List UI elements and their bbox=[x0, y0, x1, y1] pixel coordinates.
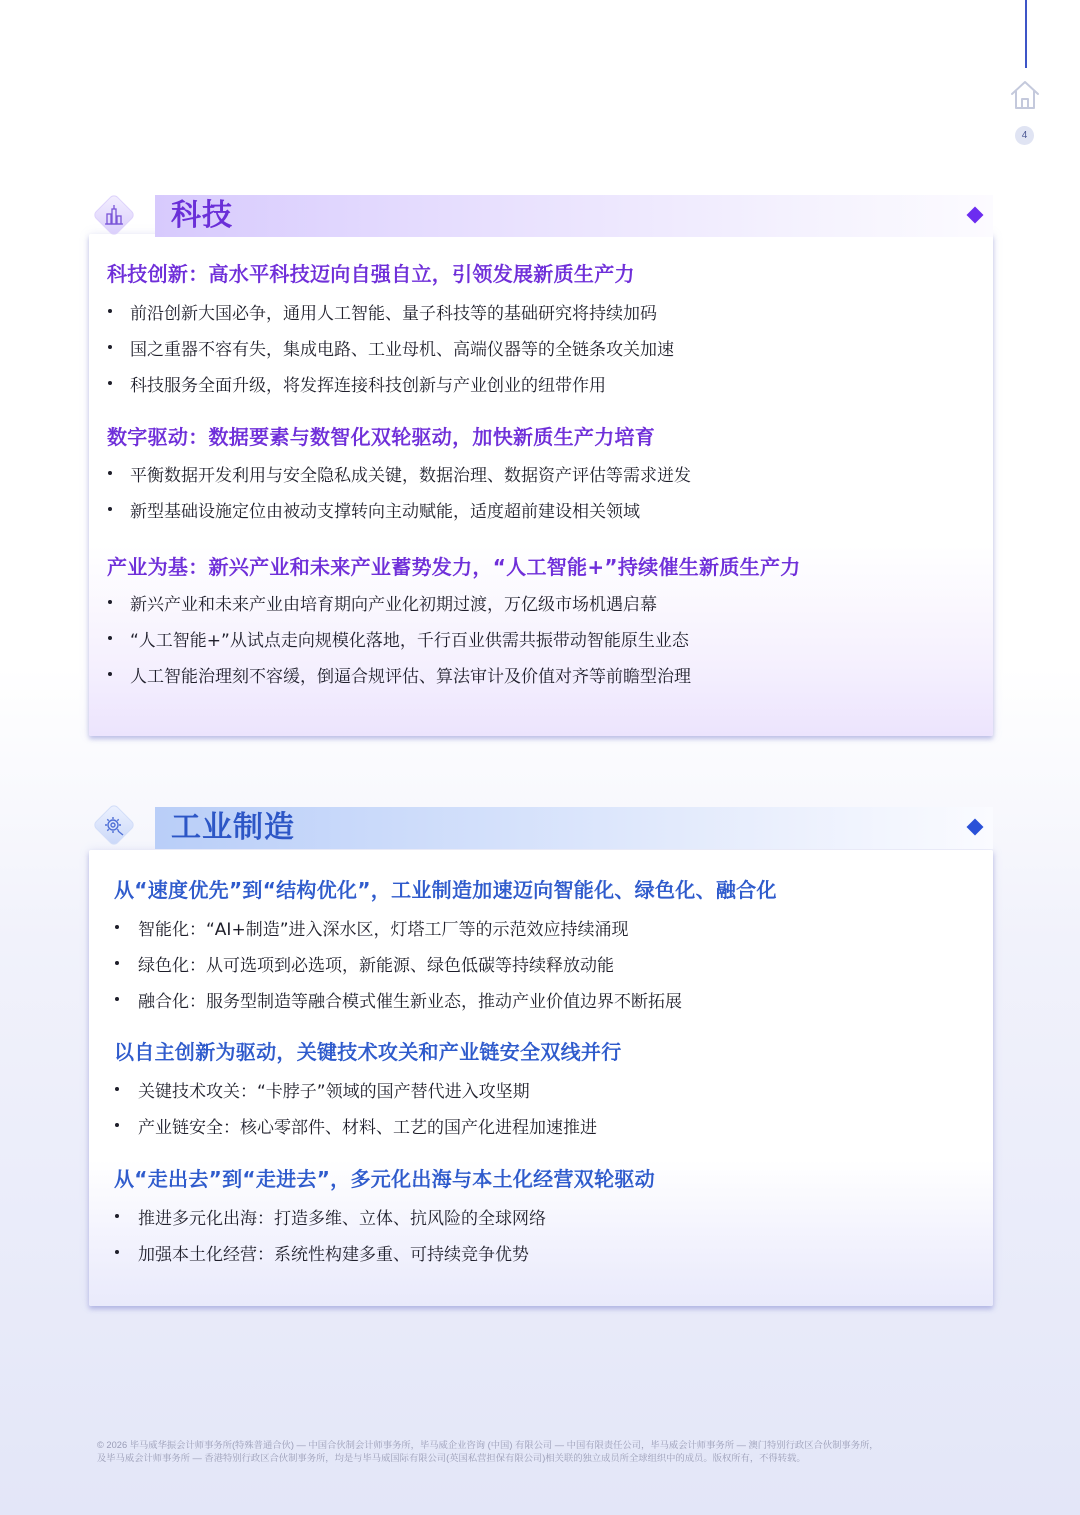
list-item: 新型基础设施定位由被动支撑转向主动赋能，适度超前建设相关领域 bbox=[130, 502, 640, 522]
bullet-dot bbox=[108, 309, 112, 313]
manufacturing-section-banner bbox=[155, 807, 993, 849]
list-item: 智能化：“AI+制造”进入深水区，灯塔工厂等的示范效应持续涌现 bbox=[138, 920, 629, 940]
tech-heading-industry: 产业为基：新兴产业和未来产业蓄势发力，“人工智能+”持续催生新质生产力 bbox=[107, 555, 801, 579]
bullet-dot bbox=[108, 507, 112, 511]
list-item: 人工智能治理刻不容缓，倒逼合规评估、算法审计及价值对齐等前瞻型治理 bbox=[130, 667, 691, 687]
copyright-line-1: © 2026 毕马威华振会计师事务所(特殊普通合伙) — 中国合伙制会计师事务所，毕马威企业咨询 (中国) 有限公司 — 中国有限责任公司，毕马威会计师事务所 — 澳门特别行政区合伙制事务所， bbox=[97, 1440, 879, 1450]
list-item: 国之重器不容有失，集成电路、工业母机、高端仪器等的全链条攻关加速 bbox=[130, 340, 674, 360]
tech-city-icon bbox=[89, 190, 139, 240]
bullet-dot bbox=[115, 925, 119, 929]
gear-settings-icon bbox=[89, 800, 139, 850]
mfg-heading-structure: 从“速度优先”到“结构优化”，工业制造加速迈向智能化、绿色化、融合化 bbox=[114, 878, 777, 902]
list-item: 前沿创新大国必争，通用人工智能、量子科技等的基础研究将持续加码 bbox=[130, 304, 657, 324]
bullet-dot bbox=[115, 997, 119, 1001]
list-item: 新兴产业和未来产业由培育期向产业化初期过渡，万亿级市场机遇启幕 bbox=[130, 595, 657, 615]
copyright-footer bbox=[97, 1439, 987, 1465]
list-item: 绿色化：从可选项到必选项，新能源、绿色低碳等持续释放动能 bbox=[138, 956, 614, 976]
copyright-line-2: 及毕马威会计师事务所 — 香港特别行政区合伙制事务所，均是与毕马威国际有限公司(英国私营担保有限公司)相关联的独立成员所全球组织中的成员。版权所有，不得转载。 bbox=[97, 1453, 806, 1463]
diamond-marker-icon bbox=[967, 207, 984, 224]
list-item: “人工智能+”从试点走向规模化落地，千行百业供需共振带动智能原生业态 bbox=[130, 631, 689, 651]
list-item: 加强本土化经营：系统性构建多重、可持续竞争优势 bbox=[138, 1245, 529, 1265]
list-item: 融合化：服务型制造等融合模式催生新业态，推动产业价值边界不断拓展 bbox=[138, 992, 682, 1012]
tech-heading-innovation: 科技创新：高水平科技迈向自强自立，引领发展新质生产力 bbox=[107, 262, 635, 286]
bullet-dot bbox=[115, 1250, 119, 1254]
section-title: 工业制造 bbox=[171, 810, 295, 845]
bullet-dot bbox=[108, 345, 112, 349]
section-title: 科技 bbox=[171, 198, 233, 233]
mfg-heading-overseas: 从“走出去”到“走进去”，多元化出海与本土化经营双轮驱动 bbox=[114, 1167, 655, 1191]
list-item: 产业链安全：核心零部件、材料、工艺的国产化进程加速推进 bbox=[138, 1118, 597, 1138]
bullet-dot bbox=[108, 600, 112, 604]
bullet-dot bbox=[115, 1214, 119, 1218]
bullet-dot bbox=[108, 636, 112, 640]
bullet-dot bbox=[115, 961, 119, 965]
list-item: 关键技术攻关：“卡脖子”领域的国产替代进入攻坚期 bbox=[138, 1082, 530, 1102]
tech-heading-digital: 数字驱动：数据要素与数智化双轮驱动，加快新质生产力培育 bbox=[107, 425, 656, 449]
top-divider-line bbox=[1025, 0, 1027, 68]
list-item: 推进多元化出海：打造多维、立体、抗风险的全球网络 bbox=[138, 1209, 546, 1229]
mfg-heading-innovation: 以自主创新为驱动，关键技术攻关和产业链安全双线并行 bbox=[114, 1040, 622, 1064]
diamond-marker-icon bbox=[967, 819, 984, 836]
bullet-dot bbox=[115, 1123, 119, 1127]
bullet-dot bbox=[108, 471, 112, 475]
bullet-dot bbox=[108, 672, 112, 676]
bullet-dot bbox=[115, 1087, 119, 1091]
list-item: 平衡数据开发利用与安全隐私成关键，数据治理、数据资产评估等需求迸发 bbox=[130, 466, 691, 486]
list-item: 科技服务全面升级，将发挥连接科技创新与产业创业的纽带作用 bbox=[130, 376, 606, 396]
tech-section-banner bbox=[155, 195, 993, 237]
home-icon[interactable] bbox=[1008, 78, 1042, 112]
page-number: 4 bbox=[1015, 126, 1034, 145]
bullet-dot bbox=[108, 381, 112, 385]
